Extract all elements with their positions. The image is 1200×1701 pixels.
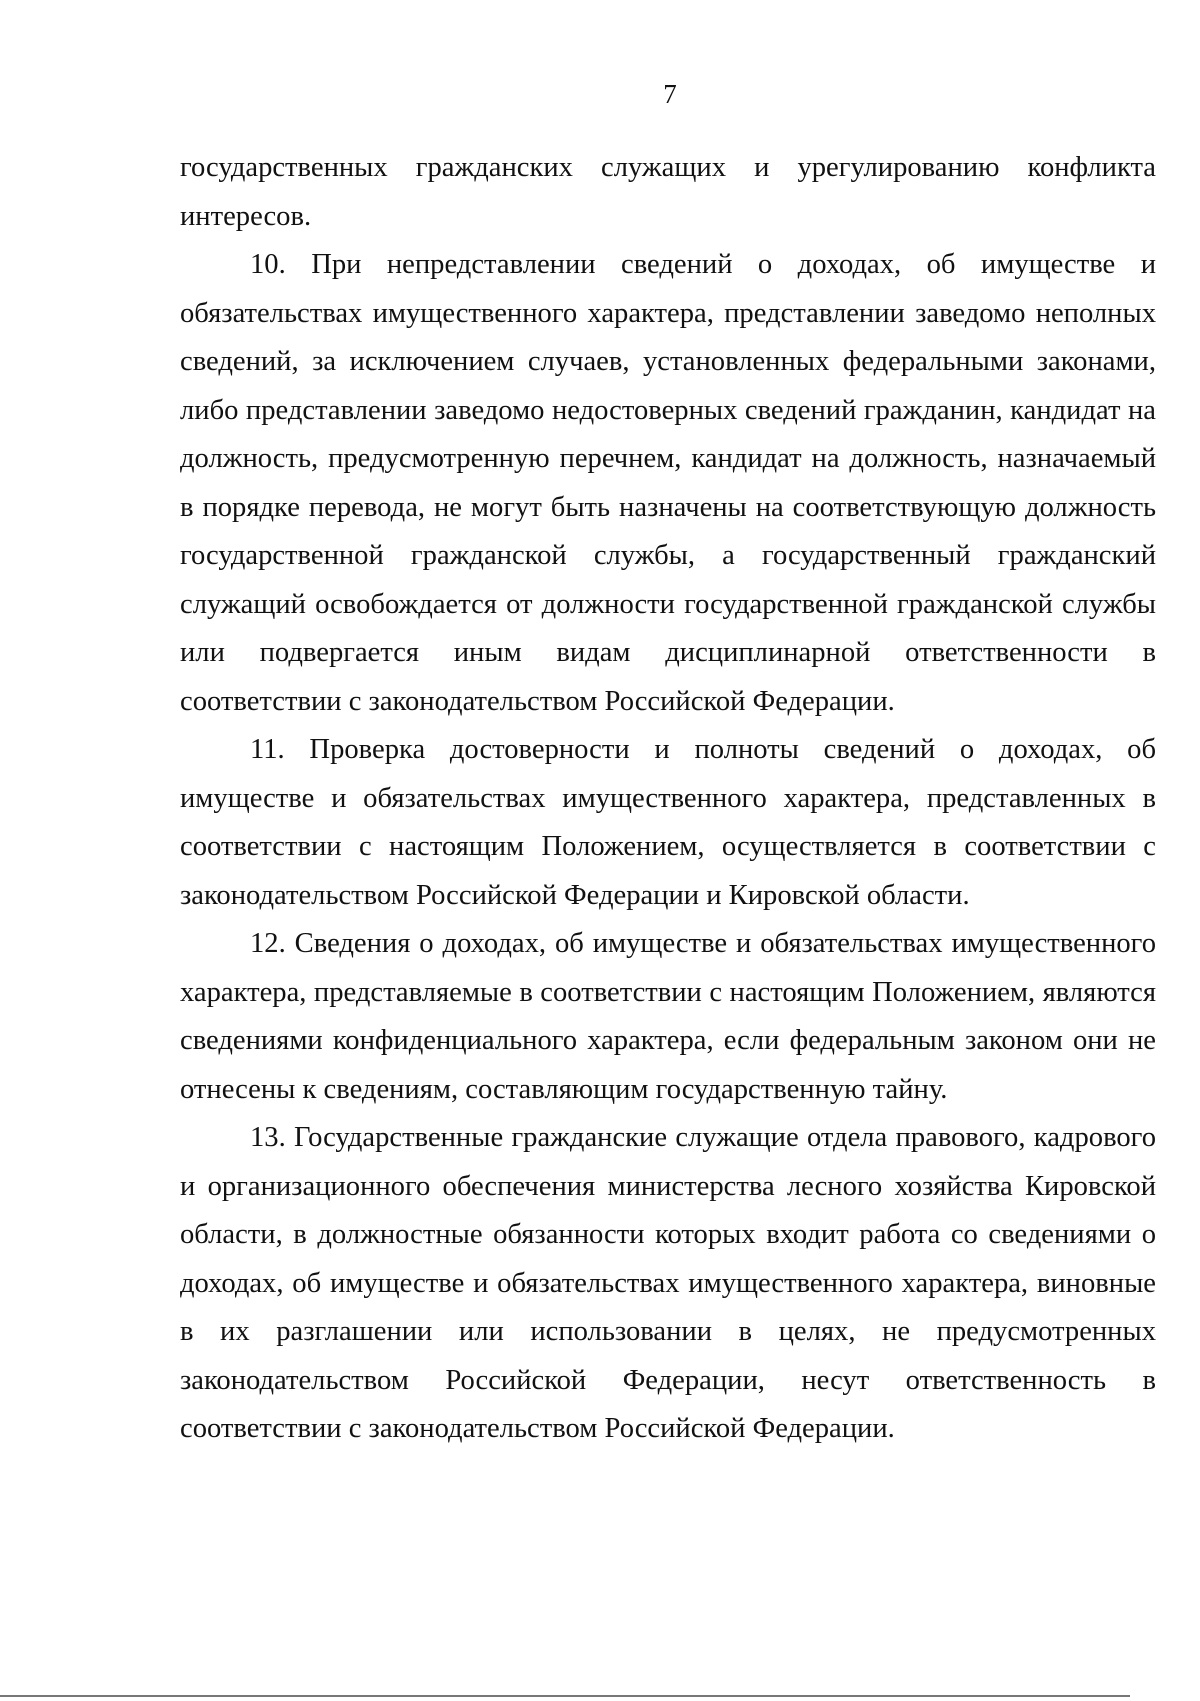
paragraph-item-12: 12. Сведения о доходах, об имуществе и обязательствах имущественного характера, представляемые в соответствии с настоящим Положением, являются сведениями конфиденциального характера, если федеральным законом они не отнесены к сведениям, составляющим государственную тайну.: [180, 928, 1156, 1105]
paragraph-continuation: государственных гражданских служащих и урегулированию конфликта интересов.: [180, 152, 1156, 232]
paragraph-item-13: 13. Государственные гражданские служащие отдела правового, кадрового и организационного обеспечения министерства лесного хозяйства Кировской области, в должностные обязанности которых входит работа со сведениями о доходах, об имуществе и обязательствах имущественного характера, виновные в их разглашении или использовании в целях, не предусмотренных законодательством Российской Федерации, несут ответственность в соответствии с законодательством Российской Федерации.: [180, 1122, 1156, 1444]
document-body: [180, 144, 1156, 1454]
bottom-scan-edge-line: [0, 1695, 1130, 1697]
paragraph-item-10: 10. При непредставлении сведений о доходах, об имуществе и обязательствах имущественного характера, представлении заведомо неполных сведений, за исключением случаев, установленных федеральными законами, либо представлении заведомо недостоверных сведений гражданин, кандидат на должность, предусмотренную перечнем, кандидат на должность, назначаемый в порядке перевода, не могут быть назначены на соответствующую должность государственной гражданской службы, а государственный гражданский служащий освобождается от должности государственной гражданской службы или подвергается иным видам дисциплинарной ответственности в соответствии с законодательством Российской Федерации.: [180, 249, 1156, 717]
page-number: 7: [663, 79, 677, 109]
paragraph-item-11: 11. Проверка достоверности и полноты сведений о доходах, об имуществе и обязательствах имущественного характера, представленных в соответствии с настоящим Положением, осуществляется в соответствии с законодательством Российской Федерации и Кировской области.: [180, 734, 1156, 911]
